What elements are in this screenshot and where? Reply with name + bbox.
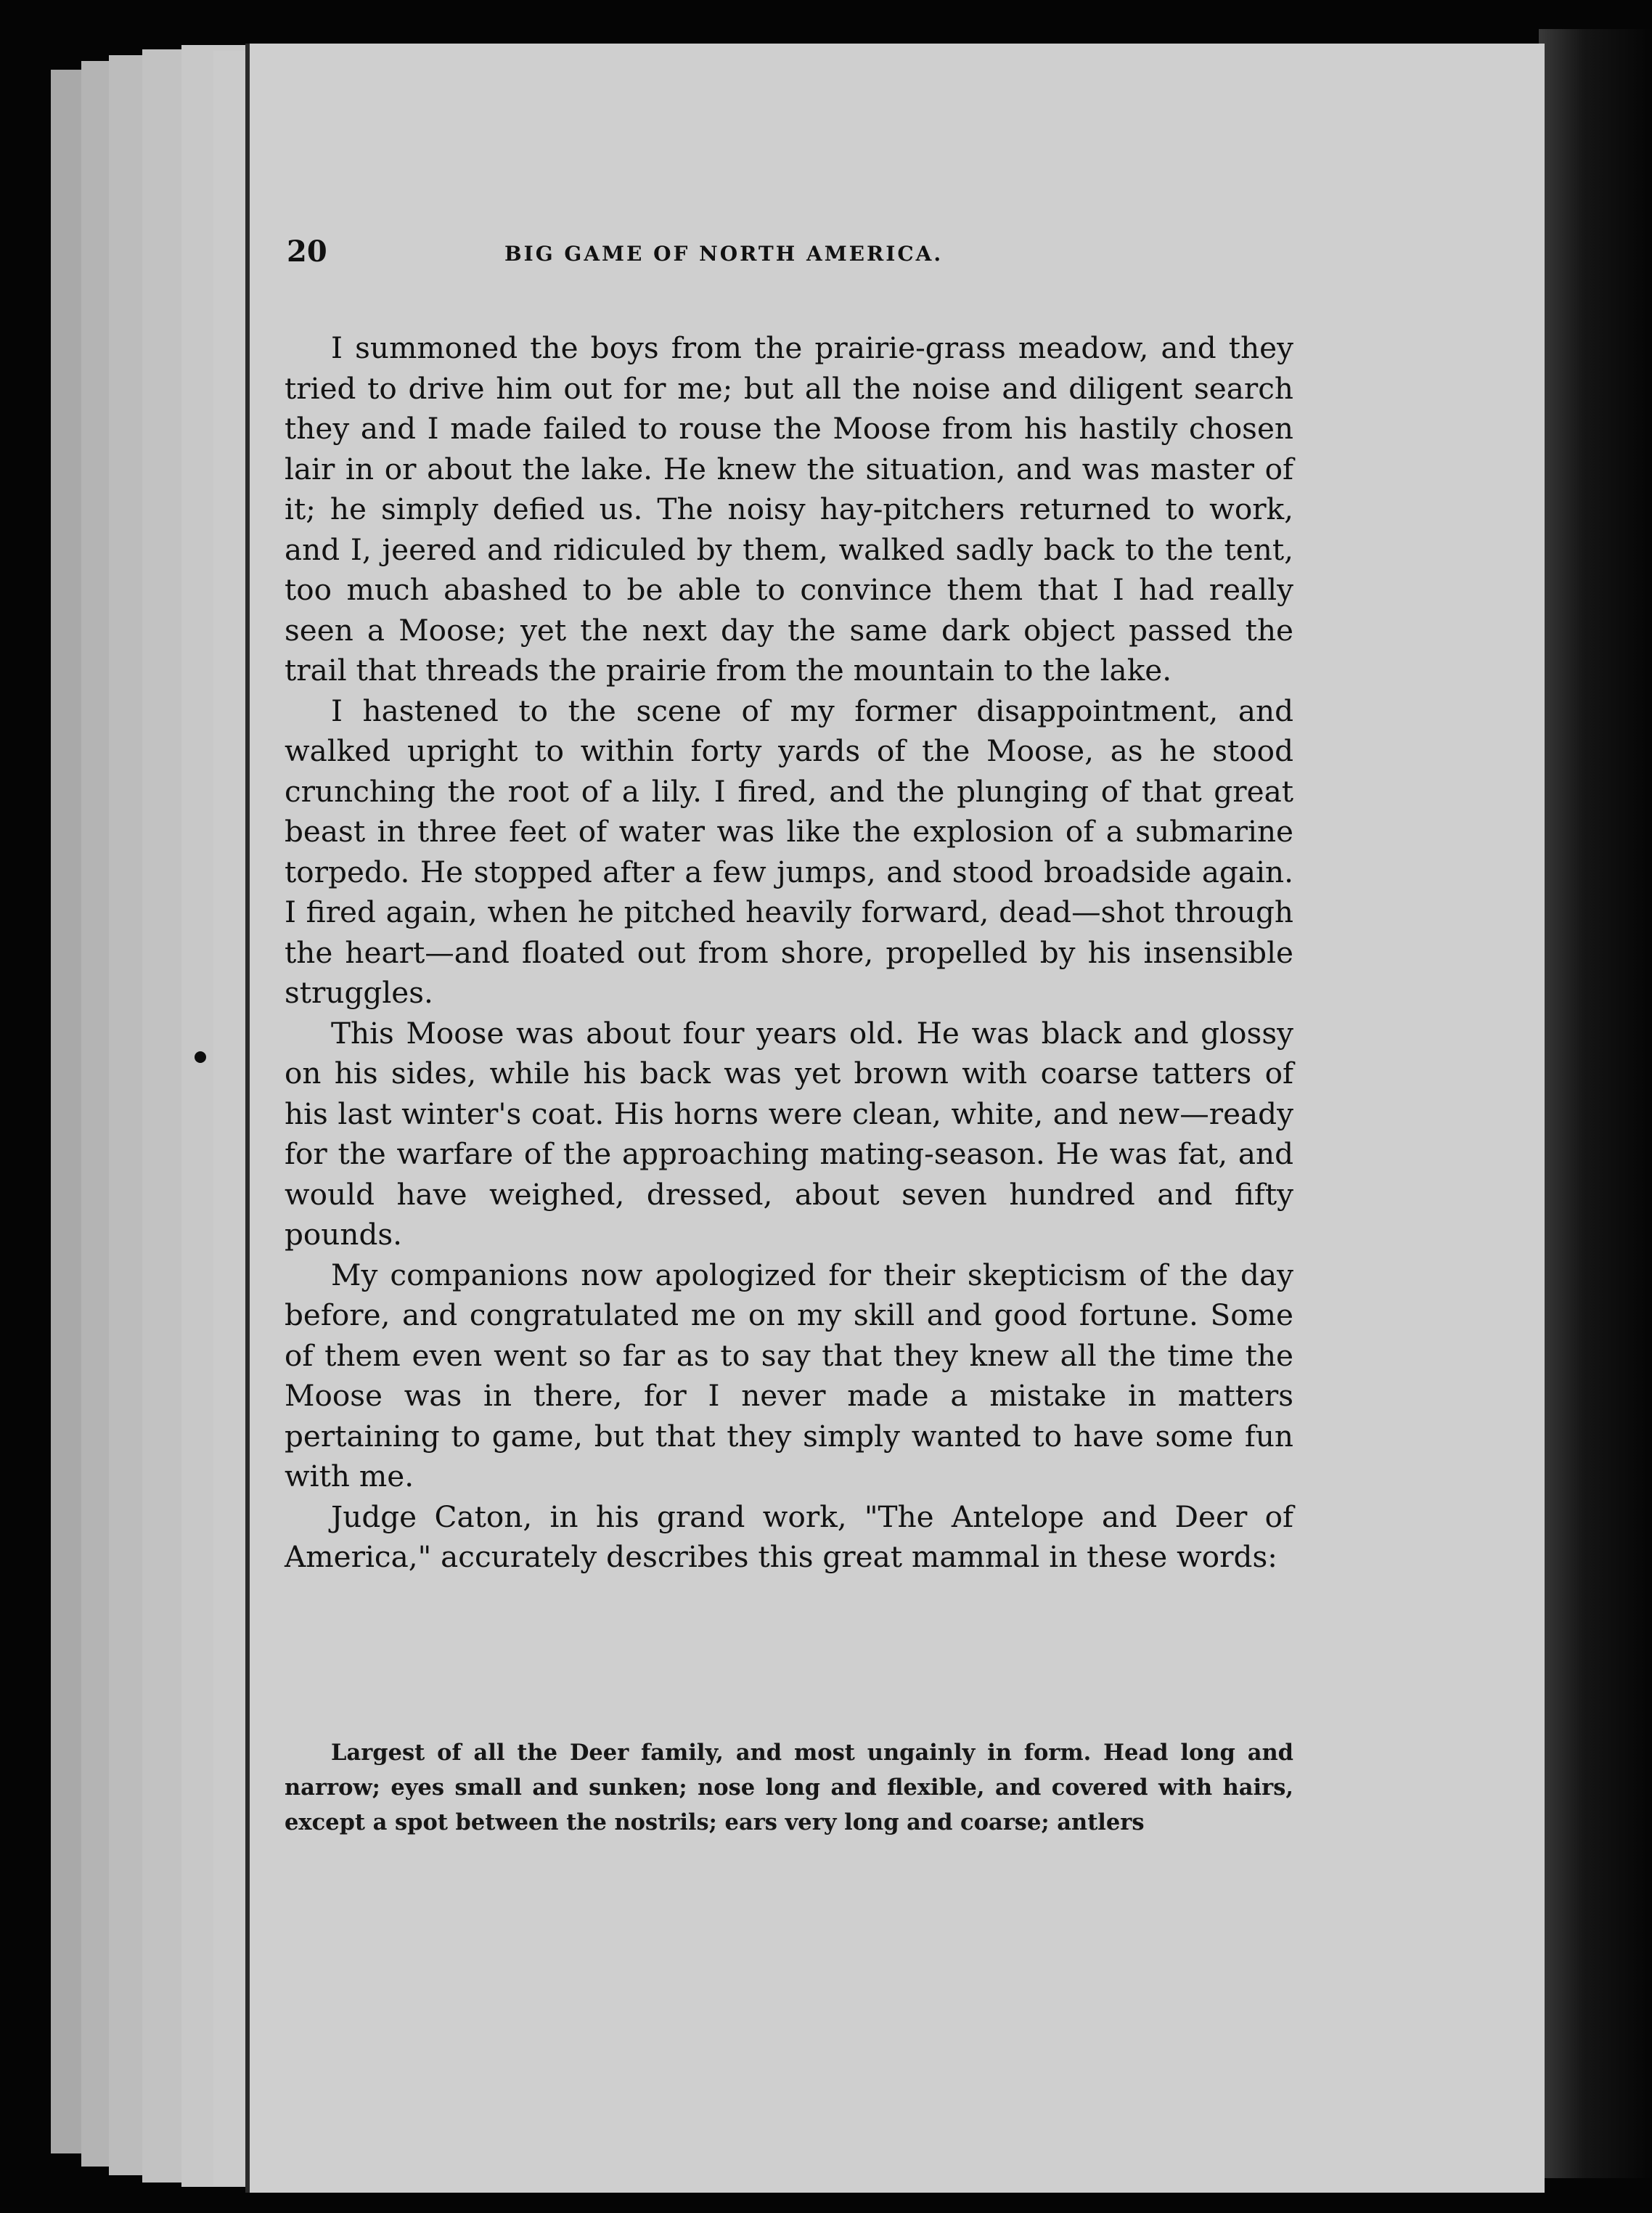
paragraph: This Moose was about four years old. He was black and glossy on his sides, while his back was yet brown with coarse tatters of his last winter's coat. His horns were clean, white, and new—ready for the warfare of the approaching mating-season. He was fat, and would have weighed, dressed, about seven hundred and fifty pounds. (285, 1015, 1293, 1252)
paragraph: Judge Caton, in his grand work, "The Antelope and Deer of America," accurately describes this great mammal in these words: (285, 1499, 1293, 1574)
running-title: BIG GAME OF NORTH AMERICA. (504, 242, 944, 266)
page-number: 20 (287, 235, 327, 269)
quotation-paragraph: Largest of all the Deer family, and most ungainly in form. Head long and narrow; eyes small and sunken; nose long and flexible, and covered with hairs, except a spot between the nostrils; ears very long and coarse; antlers (285, 1740, 1293, 1835)
gutter-shadow (1539, 29, 1652, 2178)
paragraph: I summoned the boys from the prairie-grass meadow, and they tried to drive him out for me; but all the noise and diligent search they and I made failed to rouse the Moose from his hastily chosen lair in or about the lake. He knew the situation, and was master of it; he simply defied us. The noisy hay-pitchers returned to work, and I, jeered and ridiculed by them, walked sadly back to the tent, too much abashed to be able to convince them that I had really seen a Moose; yet the next day the same dark object passed the trail that threads the prairie from the mountain to the lake. (285, 330, 1293, 688)
ink-speck (195, 1051, 206, 1063)
paragraph: My companions now apologized for their skepticism of the day before, and congratulated me on my skill and good fortune. Some of them even went so far as to say that they knew all the time the Moose was in there, for I never made a mistake in matters pertaining to game, but that they simply wanted to have some fun with me. (285, 1257, 1293, 1493)
running-head (287, 221, 1317, 301)
body-text (285, 328, 1293, 1578)
block-quotation (285, 1735, 1293, 1840)
paragraph: I hastened to the scene of my former disappointment, and walked upright to within forty yards of the Moose, as he stood crunching the root of a lily. I fired, and the plunging of that great beast in three feet of water was like the explosion of a submarine torpedo. He stopped after a few jumps, and stood broadside again. I fired again, when he pitched heavily forward, dead—shot through the heart—and floated out from shore, propelled by his insensible struggles. (285, 693, 1293, 1010)
